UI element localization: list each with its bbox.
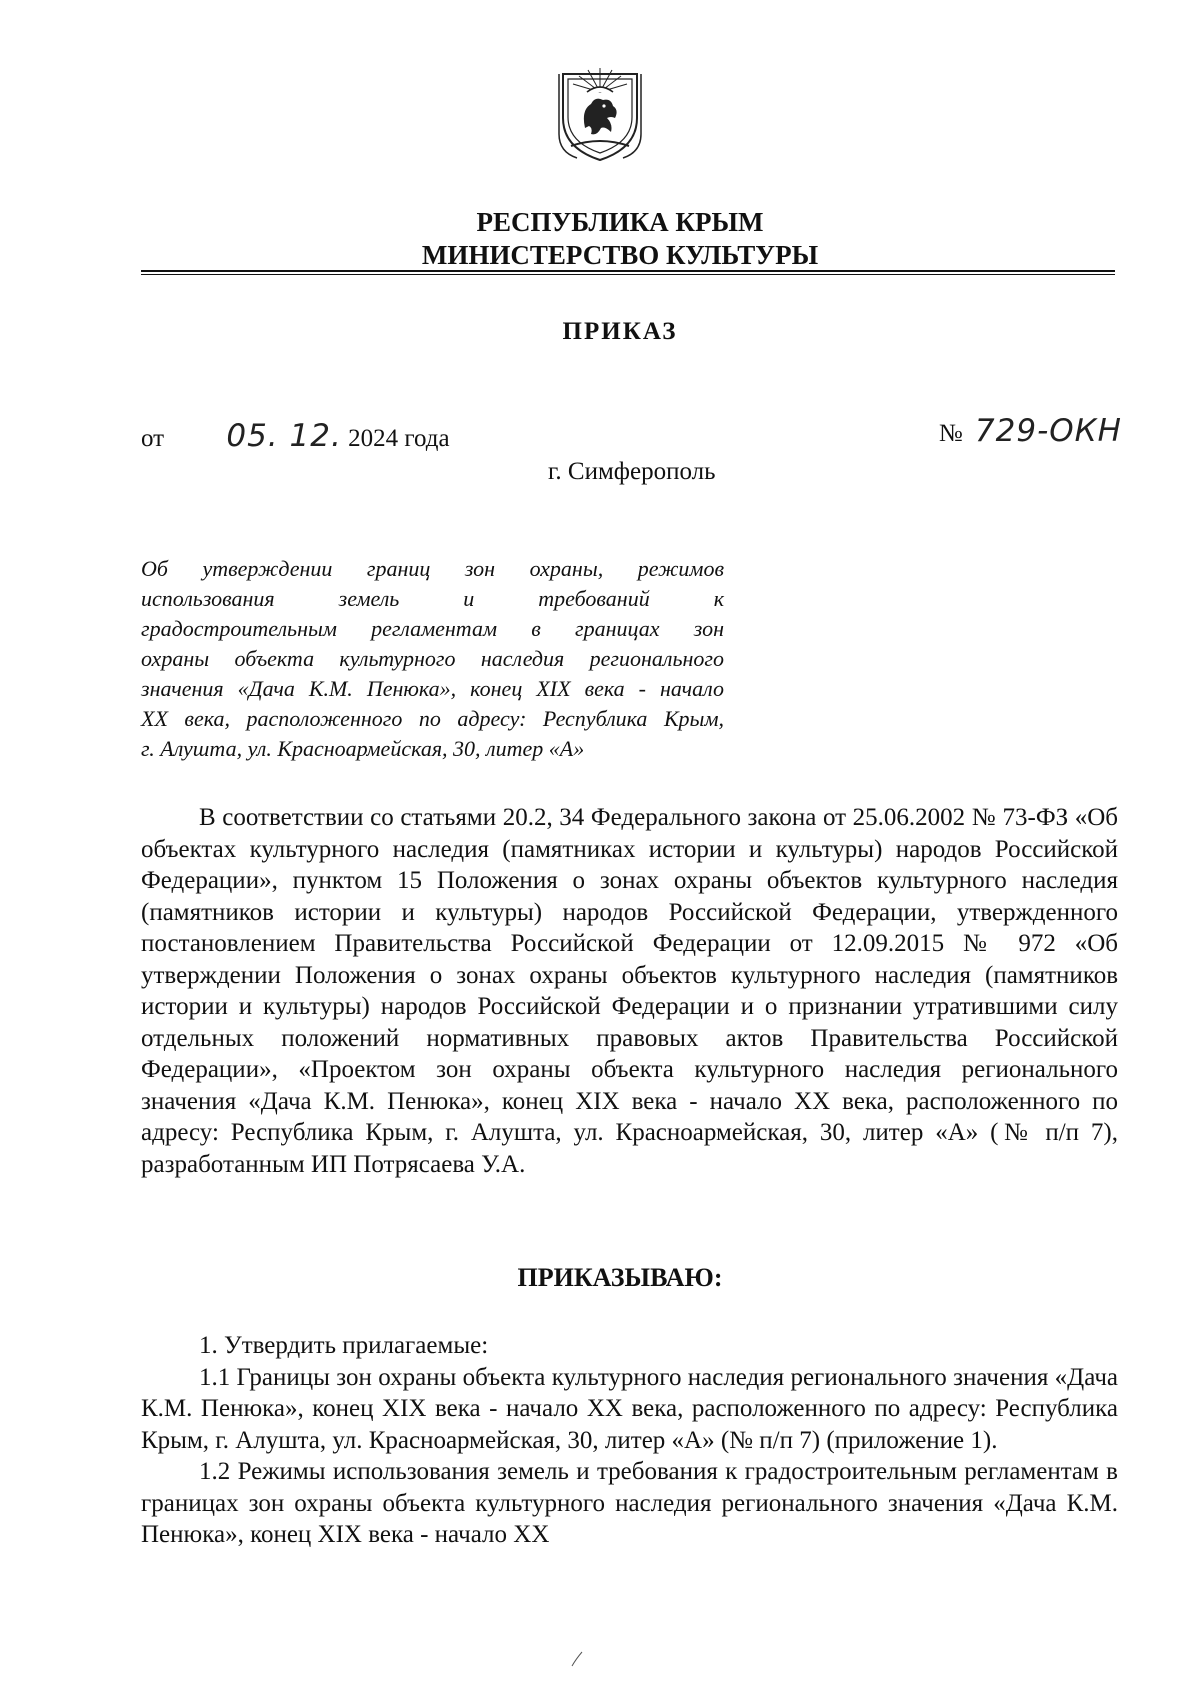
date-line — [141, 418, 450, 454]
subject-line: XX века, расположенного по адресу: Республика Крым, — [141, 706, 724, 731]
ministry-name: МИНИСТЕРСТВО КУЛЬТУРЫ — [421, 240, 819, 270]
subject-line: охраны объекта культурного наследия регионального — [141, 646, 724, 671]
date-year: 2024 года — [348, 425, 450, 452]
subject-line: градостроительным регламентам в границах зон — [141, 616, 724, 641]
order-subject — [141, 554, 724, 764]
number-prefix: № — [938, 420, 963, 447]
city: г. Симферополь — [548, 458, 716, 485]
initial-mark-icon — [570, 1650, 584, 1668]
subject-line: г. Алушта, ул. Красноармейская, 30, литер «А» — [141, 736, 585, 761]
republic-name: РЕСПУБЛИКА КРЫМ — [476, 207, 764, 237]
coat-of-arms-icon — [557, 62, 643, 164]
handwritten-date: 05. 12. — [226, 418, 342, 454]
order-item: 1.1 Границы зон охраны объекта культурного наследия регионального значения «Дача К.М. Пенюка», конец XIX века - начало XX века, расположенного по адресу: Республика Крым, г. Алушта, ул. Красноармейская, 30, литер «А» (№ п/п 7) (приложение 1). — [141, 1363, 1118, 1454]
header-rule — [141, 270, 1115, 272]
order-item: 1.2 Режимы использования земель и требования к градостроительным регламентам в границах зон охраны объекта культурного наследия регионального значения «Дача К.М. Пенюка», конец XIX века - начало XX — [141, 1458, 1118, 1548]
preamble-paragraph: В соответствии со статьями 20.2, 34 Федерального закона от 25.06.2002 № 73-ФЗ «Об объектах культурного наследия (памятниках истории и культуры) народов Российской Федерации», пунктом 15 Положения о зонах охраны объектов культурного наследия (памятников истории и культуры) народов Российской Федерации, утвержденного постановлением Правительства Российской Федерации от 12.09.2015 № 972 «Об утверждении Положения о зонах охраны объектов культурного наследия (памятников истории и культуры) народов Российской Федерации и о признании утратившими силу отдельных положений нормативных правовых актов Правительства Российской Федерации», «Проектом зон охраны объекта культурного наследия регионального значения «Дача К.М. Пенюка», конец XIX века - начало XX века, расположенного по адресу: Республика Крым, г. Алушта, ул. Красноармейская, 30, литер «А» (№ п/п 7), разработанным ИП Потрясаева У.А. — [141, 804, 1118, 1178]
header-rule-thin — [141, 274, 1115, 275]
subject-line: значения «Дача К.М. Пенюка», конец XIX века - начало — [141, 676, 724, 701]
subject-line: Об утверждении границ зон охраны, режимов — [141, 556, 724, 581]
order-items — [141, 1330, 1118, 1551]
document-type: ПРИКАЗ — [562, 318, 678, 345]
document-number — [939, 413, 1122, 449]
date-prefix: от — [141, 425, 165, 452]
order-item: 1. Утвердить прилагаемые: — [199, 1332, 489, 1359]
subject-line: использования земель и требований к — [141, 586, 724, 611]
handwritten-number: 729-ОКН — [974, 413, 1122, 449]
order-word: ПРИКАЗЫВАЮ: — [517, 1263, 723, 1292]
